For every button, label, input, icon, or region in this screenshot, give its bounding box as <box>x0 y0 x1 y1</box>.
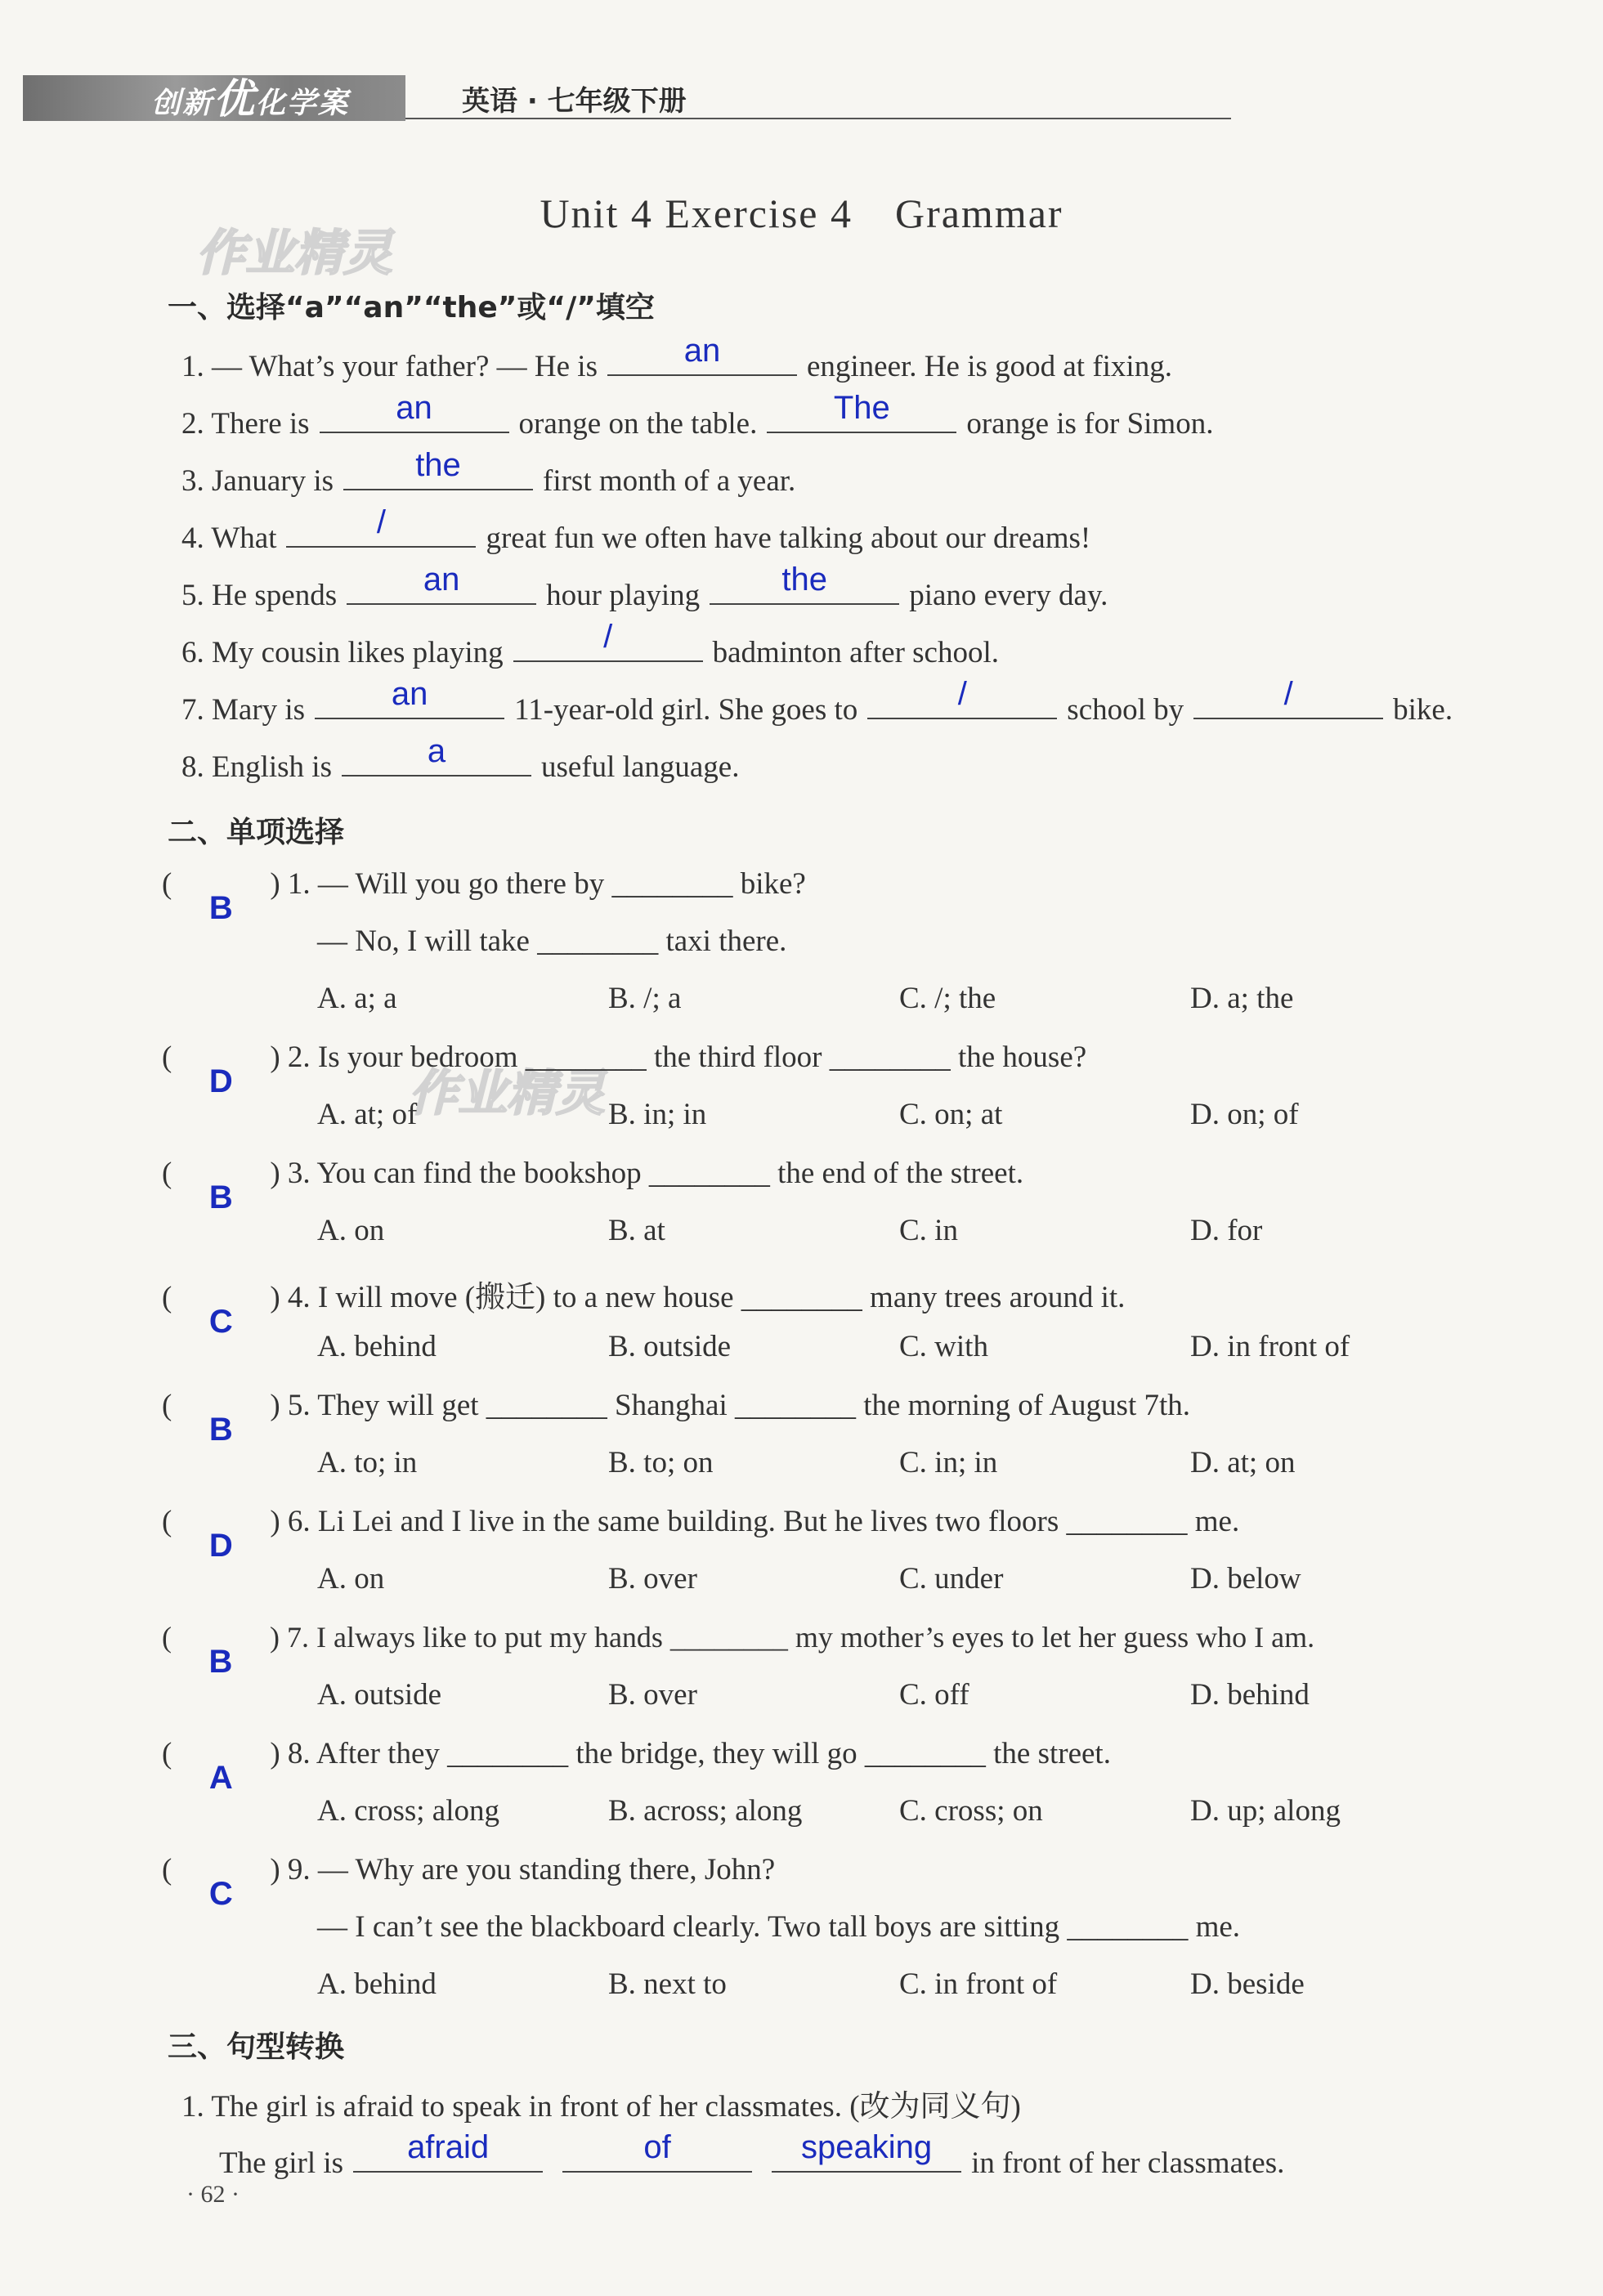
s3-item-1-answer-line <box>219 2129 1285 2181</box>
options-row <box>317 981 1481 1016</box>
handwritten-answer: speaking <box>801 2129 933 2165</box>
chosen-answer: A <box>208 1760 233 1796</box>
answer-blank[interactable] <box>320 390 509 433</box>
handwritten-answer: / <box>1283 676 1293 712</box>
option-d[interactable]: D. in front of <box>1190 1330 1350 1363</box>
item-number: 3. <box>181 464 204 498</box>
chosen-answer: C <box>208 1876 233 1912</box>
answer-blank[interactable] <box>710 562 899 605</box>
header-rule <box>405 118 1231 119</box>
page-title <box>0 190 1603 237</box>
option-d[interactable]: D. a; the <box>1190 982 1294 1015</box>
item-text: engineer. He is good at fixing. <box>806 350 1172 383</box>
option-b[interactable]: B. over <box>608 1562 697 1596</box>
handwritten-answer: an <box>391 676 428 712</box>
answer-blank[interactable] <box>1193 676 1383 719</box>
s1-item-5 <box>181 562 1108 613</box>
handwritten-answer: the <box>415 447 461 483</box>
question-text: 1. — Will you go there by ________ bike? <box>287 867 806 901</box>
item-text: orange on the table. <box>518 407 758 441</box>
option-c[interactable]: C. off <box>899 1678 969 1712</box>
item-text: orange is for Simon. <box>966 407 1214 441</box>
s1-item-7 <box>181 676 1453 727</box>
item-number: 8. <box>181 750 204 784</box>
item-number: 7. <box>181 693 204 727</box>
handwritten-answer: afraid <box>407 2129 490 2165</box>
s1-item-1 <box>181 333 1172 384</box>
question-text: 4. I will move (搬迁) to a new house ________ many trees around it. <box>287 1281 1126 1314</box>
option-a[interactable]: A. behind <box>317 1967 437 2001</box>
handwritten-answer: of <box>643 2129 671 2165</box>
item-number: 4. <box>181 521 204 555</box>
option-b[interactable]: B. in; in <box>608 1098 707 1131</box>
options-row <box>317 1677 1481 1712</box>
item-text: bike. <box>1393 693 1453 727</box>
mc-question-3: ( B ) 3. You can find the bookshop ________ the end of the street. <box>162 1157 1024 1215</box>
options-row <box>317 1445 1481 1480</box>
logo-char-4: 学案 <box>287 87 350 120</box>
chosen-answer: B <box>208 1179 233 1215</box>
option-b[interactable]: B. to; on <box>608 1446 714 1479</box>
options-row <box>317 1967 1481 2002</box>
option-b[interactable]: B. over <box>608 1678 697 1712</box>
chosen-answer: D <box>208 1063 233 1099</box>
s1-item-3 <box>181 447 796 499</box>
title-unit: Unit 4 Exercise 4 <box>540 190 853 236</box>
handwritten-answer: an <box>423 562 460 597</box>
option-d[interactable]: D. beside <box>1190 1967 1305 2001</box>
item-number: 5. <box>181 579 204 612</box>
option-d[interactable]: D. below <box>1190 1562 1301 1596</box>
answer-blank[interactable] <box>347 562 536 605</box>
option-c[interactable]: C. with <box>899 1330 988 1363</box>
question-text: 8. After they ________ the bridge, they will go ________ the street. <box>287 1737 1111 1770</box>
option-c[interactable]: C. /; the <box>899 982 996 1015</box>
item-number: 6. <box>181 636 204 669</box>
handwritten-answer: / <box>957 676 967 712</box>
option-d[interactable]: D. at; on <box>1190 1446 1296 1479</box>
chosen-answer: B <box>208 890 233 926</box>
item-number: 1. <box>181 350 204 383</box>
item-text: English is <box>212 750 332 784</box>
answer-blank[interactable] <box>513 619 703 662</box>
option-c[interactable]: C. cross; on <box>899 1794 1043 1828</box>
item-text: Mary is <box>212 693 306 727</box>
option-c[interactable]: C. under <box>899 1562 1004 1596</box>
item-text: There is <box>211 407 310 441</box>
options-row <box>317 1561 1481 1596</box>
item-text: He spends <box>212 579 338 612</box>
handwritten-answer: / <box>603 619 613 655</box>
question-text: 5. They will get ________ Shanghai ________ the morning of August 7th. <box>287 1389 1191 1422</box>
section2-heading: 二、单项选择 <box>168 816 345 849</box>
question-continuation <box>317 1909 1240 1945</box>
logo-char-3: 化 <box>256 87 288 120</box>
option-b[interactable]: B. next to <box>608 1967 727 2001</box>
mc-question-6: ( D ) 6. Li Lei and I live in the same building. But he lives two floors ________ me. <box>162 1505 1240 1564</box>
option-d[interactable]: D. up; along <box>1190 1794 1341 1828</box>
options-row <box>317 1793 1481 1828</box>
option-a[interactable]: A. a; a <box>317 982 397 1015</box>
option-b[interactable]: B. at <box>608 1214 665 1247</box>
answer-blank[interactable] <box>343 447 533 490</box>
answer-blank[interactable] <box>315 676 504 719</box>
mc-question-9: ( C ) 9. — Why are you standing there, John? <box>162 1853 776 1912</box>
item-text: first month of a year. <box>543 464 796 498</box>
s1-item-6 <box>181 619 1000 670</box>
mc-question-5: ( B ) 5. They will get ________ Shanghai ________ the morning of August 7th. <box>162 1389 1191 1448</box>
section3-heading: 三、句型转换 <box>168 2030 345 2064</box>
watermark-top: 作业精灵 <box>196 225 392 282</box>
handwritten-answer: the <box>781 562 827 597</box>
item-text: January is <box>212 464 334 498</box>
s1-item-4 <box>181 504 1091 556</box>
section1-heading: 一、选择“a”“an”“the”或“/”填空 <box>168 291 655 324</box>
option-c[interactable]: C. in; in <box>899 1446 998 1479</box>
item-text: badminton after school. <box>712 636 1000 669</box>
series-logo <box>151 75 349 121</box>
option-d[interactable]: D. on; of <box>1190 1098 1299 1131</box>
logo-char-2: 优 <box>213 75 257 123</box>
options-row <box>317 1329 1481 1364</box>
option-a[interactable]: A. at; of <box>317 1098 418 1131</box>
answer-blank[interactable] <box>342 733 531 777</box>
question-continuation <box>317 924 786 959</box>
chosen-answer: B <box>208 1644 233 1680</box>
option-a[interactable]: A. behind <box>317 1330 437 1363</box>
title-topic: Grammar <box>894 190 1063 236</box>
item-text: My cousin likes playing <box>212 636 504 669</box>
option-b[interactable]: B. outside <box>608 1330 732 1363</box>
answer-blank[interactable] <box>562 2129 752 2173</box>
question-text: 7. I always like to put my hands ________ my mother’s eyes to let her guess who I am. <box>287 1621 1315 1654</box>
handwritten-answer: The <box>833 390 890 426</box>
mc-question-7: ( B ) 7. I always like to put my hands ________ my mother’s eyes to let her guess who I am. <box>162 1621 1315 1680</box>
options-row <box>317 1097 1481 1132</box>
answer-blank[interactable] <box>772 2129 961 2173</box>
answer-blank[interactable] <box>607 333 797 376</box>
chosen-answer: D <box>208 1528 233 1564</box>
question-text: 3. You can find the bookshop ________ the end of the street. <box>287 1157 1024 1190</box>
question-text: 2. Is your bedroom ________ the third floor ________ the house? <box>287 1041 1087 1074</box>
mc-question-1: ( B ) 1. — Will you go there by ________ bike? <box>162 867 806 926</box>
item-text: What <box>211 521 277 555</box>
option-c[interactable]: C. in front of <box>899 1967 1058 2001</box>
option-a[interactable]: A. to; in <box>317 1446 418 1479</box>
handwritten-answer: an <box>683 333 721 369</box>
item-text: hour playing <box>546 579 701 612</box>
s3-item-1-prompt: 1. The girl is afraid to speak in front of her classmates. (改为同义句) <box>181 2090 1021 2124</box>
chosen-answer: C <box>208 1304 233 1340</box>
question-text: 6. Li Lei and I live in the same building. But he lives two floors ________ me. <box>287 1505 1240 1538</box>
item-text: school by <box>1067 693 1184 727</box>
handwritten-answer: an <box>396 390 432 426</box>
subject-label: 英语 · 七年级下册 <box>462 85 687 118</box>
item-text: 11-year-old girl. She goes to <box>514 693 858 727</box>
answer-blank[interactable] <box>286 504 476 548</box>
answer-blank[interactable] <box>767 390 956 433</box>
sentence-start: The girl is <box>219 2146 344 2180</box>
mc-question-2: ( D ) 2. Is your bedroom ________ the third floor ________ the house? <box>162 1041 1087 1099</box>
option-d[interactable]: D. behind <box>1190 1678 1310 1712</box>
s1-item-2 <box>181 390 1214 441</box>
option-a[interactable]: A. on <box>317 1214 385 1247</box>
question-text: 9. — Why are you standing there, John? <box>287 1853 776 1886</box>
option-a[interactable]: A. cross; along <box>317 1794 499 1828</box>
watermark-middle: 作业精灵 <box>409 1065 605 1122</box>
sentence-end: in front of her classmates. <box>971 2146 1285 2180</box>
item-text: useful language. <box>541 750 740 784</box>
page-number: · 62 · <box>186 2181 240 2208</box>
option-b[interactable]: B. across; along <box>608 1794 803 1828</box>
option-a[interactable]: A. on <box>317 1562 385 1596</box>
option-b[interactable]: B. /; a <box>608 982 682 1015</box>
option-c[interactable]: C. in <box>899 1214 958 1247</box>
options-row <box>317 1213 1481 1248</box>
item-number: 2. <box>181 407 204 441</box>
answer-blank[interactable] <box>867 676 1057 719</box>
option-a[interactable]: A. outside <box>317 1678 442 1712</box>
option-c[interactable]: C. on; at <box>899 1098 1003 1131</box>
s1-item-8 <box>181 733 740 785</box>
answer-blank[interactable] <box>353 2129 543 2173</box>
item-text: great fun we often have talking about our dreams! <box>486 521 1091 555</box>
handwritten-answer: a <box>427 733 446 769</box>
question-text: — I can’t see the blackboard clearly. Two tall boys are sitting ________ me. <box>317 1910 1241 1944</box>
item-text: piano every day. <box>909 579 1108 612</box>
item-text: — What’s your father? — He is <box>212 350 598 383</box>
mc-question-4: ( C ) 4. I will move (搬迁) to a new house ________ many trees around it. <box>162 1281 1126 1340</box>
mc-question-8: ( A ) 8. After they ________ the bridge, they will go ________ the street. <box>162 1737 1111 1796</box>
option-d[interactable]: D. for <box>1190 1214 1263 1247</box>
question-text: — No, I will take ________ taxi there. <box>317 924 787 958</box>
chosen-answer: B <box>208 1412 233 1448</box>
logo-char-1: 创新 <box>151 87 214 120</box>
handwritten-answer: / <box>376 504 387 540</box>
